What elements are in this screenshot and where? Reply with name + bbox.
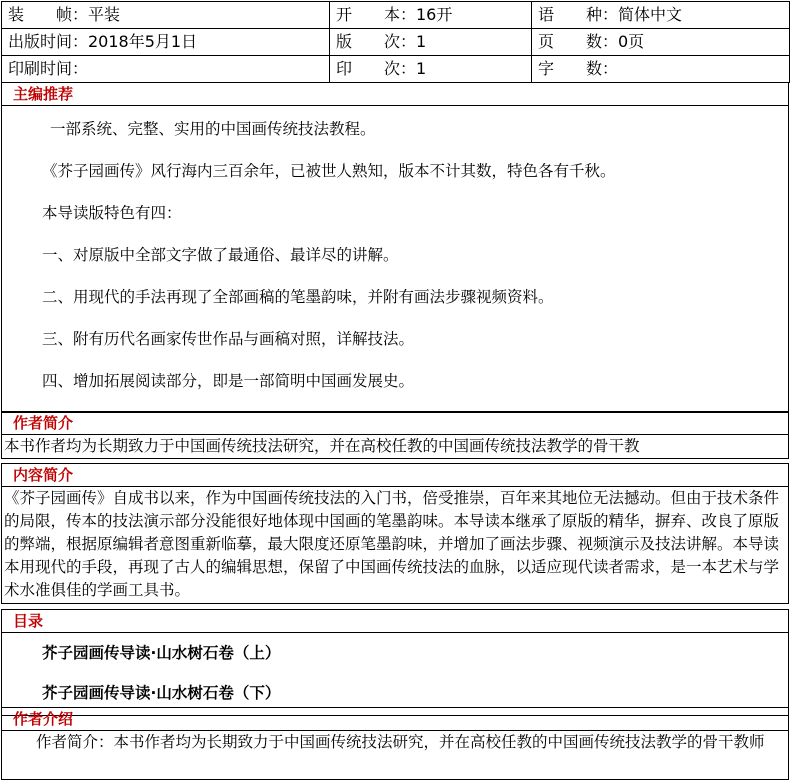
section-title: 作者简介 <box>2 411 788 435</box>
recommendation-paragraph: 三、附有历代名画家传世作品与画稿对照，详解技法。 <box>42 330 415 348</box>
section-title: 主编推荐 <box>2 82 788 106</box>
table-of-contents-section <box>1 609 789 716</box>
content-summary-text: 《芥子园画传》自成书以来，作为中国画传统技法的入门书，倍受推崇，百年来其地位无法撼动。但由于技术条件的局限，传本的技法演示部分没能很好地体现中国画的笔墨韵味。本导读本继承了原版的精华，摒弃、改良了原版的弊端，根据原编辑者意图重新临摹，最大限度还原笔墨韵味，并增加了画法步骤、视频演示及技法讲解。本导读本用现代的手段，再现了古人的编辑思想，保留了中国画传统技法的血脉，以适应现代读者需求，是一本艺术与学术水准俱佳的学画工具书。 <box>4 489 780 599</box>
author-brief-text: 本书作者均为长期致力于中国画传统技法研究，并在高校任教的中国画传统技法教学的骨干教 <box>4 437 640 455</box>
edition-cell: 版 次：1 <box>330 29 532 56</box>
print-date-cell: 印刷时间： <box>2 56 330 83</box>
book-meta-table <box>1 1 790 83</box>
recommendation-paragraph: 《芥子园画传》风行海内三百余年，已被世人熟知，版本不计其数，特色各有千秋。 <box>42 162 616 180</box>
author-brief-section <box>1 411 789 459</box>
word-count-cell: 字 数： <box>532 56 790 83</box>
recommendation-body <box>2 106 788 412</box>
author-intro-section <box>1 707 789 780</box>
section-title: 作者介绍 <box>2 707 788 731</box>
format-cell: 开 本：16开 <box>330 2 532 29</box>
content-summary-section <box>1 463 789 604</box>
recommendation-paragraph: 四、增加拓展阅读部分，即是一部简明中国画发展史。 <box>42 372 415 390</box>
toc-list <box>2 633 788 715</box>
section-title: 内容简介 <box>2 463 788 487</box>
pages-cell: 页 数：0页 <box>532 29 790 56</box>
toc-item: 芥子园画传导读·山水树石卷（上） <box>42 644 281 662</box>
meta-row <box>2 2 790 29</box>
section-title: 目录 <box>2 609 788 633</box>
recommendation-paragraph: 本导读版特色有四： <box>42 204 182 222</box>
recommendation-paragraph: 一部系统、完整、实用的中国画传统技法教程。 <box>50 120 376 138</box>
impression-cell: 印 次：1 <box>330 56 532 83</box>
toc-item: 芥子园画传导读·山水树石卷（下） <box>42 684 281 702</box>
language-cell: 语 种：简体中文 <box>532 2 790 29</box>
binding-cell: 装 帧：平装 <box>2 2 330 29</box>
publish-date-cell: 出版时间：2018年5月1日 <box>2 29 330 56</box>
meta-row <box>2 29 790 56</box>
recommendation-paragraph: 二、用现代的手法再现了全部画稿的笔墨韵味，并附有画法步骤视频资料。 <box>42 288 554 306</box>
recommendation-paragraph: 一、对原版中全部文字做了最通俗、最详尽的讲解。 <box>42 246 399 264</box>
meta-row <box>2 56 790 83</box>
editor-recommendation-section <box>1 82 789 413</box>
author-intro-text: 作者简介：本书作者均为长期致力于中国画传统技法研究，并在高校任教的中国画传统技法教学的骨干教师 <box>36 733 765 751</box>
